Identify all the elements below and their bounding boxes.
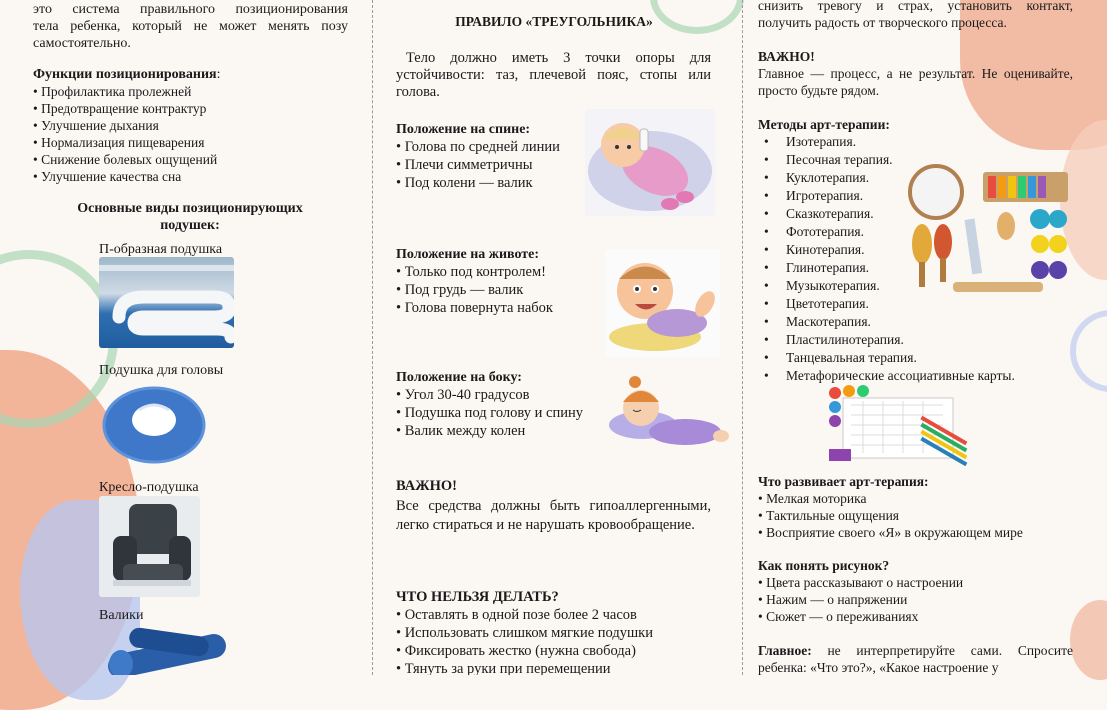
list-item: • Маскотерапия.	[758, 313, 1078, 331]
triangle-rule-intro: Тело должно иметь 3 точки опоры для устойчивости: таз, плечевой пояс, стопы или голова.	[396, 50, 711, 100]
drawing-list	[758, 574, 1088, 625]
column-art-therapy	[742, 0, 1107, 675]
baby-on-belly-image	[605, 249, 720, 357]
main-advice-label: Главное:	[758, 643, 812, 658]
list-item: • Плечи симметричны	[396, 156, 616, 174]
list-item: • Использовать слишком мягкие подушки	[396, 624, 726, 642]
list-item: • Голова по средней линии	[396, 138, 616, 156]
side-position-title: Положение на боку:	[396, 370, 522, 385]
drawing-block	[758, 557, 1088, 625]
musical-instruments-image	[908, 164, 1073, 300]
list-item: • Песочная терапия.	[758, 151, 1078, 169]
back-position-list	[396, 138, 616, 192]
list-item: • Снижение болевых ощущений	[33, 151, 353, 168]
list-item: • Валик между колен	[396, 422, 636, 440]
list-item: • Мелкая моторика	[758, 490, 1088, 507]
list-item: • Под грудь — валик	[396, 281, 616, 299]
functions-heading	[33, 66, 353, 83]
develops-block	[758, 473, 1088, 541]
pillows-title-line-2: подушек:	[160, 218, 220, 233]
column-triangle-rule	[372, 0, 741, 675]
list-item: • Метафорические ассоциативные карты.	[758, 367, 1078, 385]
rollers-image	[99, 624, 234, 675]
belly-position-block	[396, 246, 616, 317]
list-item: • Нормализация пищеварения	[33, 134, 353, 151]
dont-list	[396, 606, 726, 675]
intro-line-1: это система правильного позиционирования	[33, 2, 348, 17]
list-item: • Голова повернута набок	[396, 299, 616, 317]
belly-position-title: Положение на животе:	[396, 247, 540, 262]
pillows-title-line-1: Основные виды позиционирующих	[77, 201, 303, 216]
side-position-list	[396, 386, 636, 440]
u-shaped-pillow-image	[99, 257, 234, 348]
pillow-label-u-shaped: П-образная подушка	[99, 242, 223, 257]
baby-on-side-illustration	[603, 370, 731, 460]
head-pillow-image	[99, 380, 209, 465]
intro-line-3: самостоятельно.	[33, 36, 131, 51]
drawing-title: Как понять рисунок?	[758, 558, 890, 573]
list-item: • Предотвращение контрактур	[33, 100, 353, 117]
methods-title: Методы арт-терапии:	[758, 117, 890, 132]
list-item: • Под колени — валик	[396, 174, 616, 192]
side-position-block	[396, 369, 636, 440]
list-item: • Фиксировать жестко (нужна свобода)	[396, 642, 726, 660]
important-title-col3: ВАЖНО!	[758, 49, 815, 64]
pillow-label-head: Подушка для головы	[99, 363, 224, 378]
dont-title: ЧТО НЕЛЬЗЯ ДЕЛАТЬ?	[396, 589, 559, 605]
functions-block	[33, 66, 353, 185]
baby-on-belly-illustration	[605, 249, 720, 357]
functions-colon: :	[216, 67, 221, 82]
main-advice	[758, 642, 1073, 675]
list-item: • Цветотерапия.	[758, 295, 1078, 313]
list-item: • Улучшение качества сна	[33, 168, 353, 185]
baby-on-back-image	[585, 109, 715, 216]
list-item: • Глинотерапия.	[758, 259, 1078, 277]
develops-list	[758, 490, 1088, 541]
develops-title: Что развивает арт-терапия:	[758, 474, 929, 489]
column-positioning	[0, 0, 370, 675]
dont-block	[396, 589, 726, 675]
back-position-title: Положение на спине:	[396, 122, 531, 137]
chair-pillow-image	[99, 496, 200, 597]
list-item: • Сказкотерапия.	[758, 205, 1078, 223]
art-therapy-top-text: снизить тревогу и страх, установить контакт, получить радость от творческого процесса.	[758, 0, 1073, 30]
belly-position-list	[396, 263, 616, 317]
art-supplies-illustration	[823, 383, 973, 466]
back-position-block	[396, 121, 616, 192]
list-item: • Нажим — о напряжении	[758, 591, 1088, 608]
pillow-label-rollers: Валики	[99, 608, 144, 623]
musical-instruments-illustration	[908, 164, 1073, 300]
baby-on-back-illustration	[585, 109, 715, 216]
list-item: • Куклотерапия.	[758, 169, 1078, 187]
chair-pillow-icon	[99, 496, 200, 597]
list-item: • Оставлять в одной позе более 2 часов	[396, 606, 726, 624]
list-item: • Пластилинотерапия.	[758, 331, 1078, 349]
list-item: • Восприятие своего «Я» в окружающем мире	[758, 524, 1088, 541]
pillow-label-chair: Кресло-подушка	[99, 480, 199, 495]
u-pillow-icon	[99, 257, 234, 348]
art-supplies-image	[823, 383, 973, 466]
important-text-col2: Все средства должны быть гипоаллергенными, легко стираться и не нарушать кровообращение.	[396, 498, 711, 533]
intro-text	[33, 1, 348, 52]
list-item: • Цвета рассказывают о настроении	[758, 574, 1088, 591]
list-item: • Профилактика пролежней	[33, 83, 353, 100]
main-advice-text: не интерпретируйте сами. Спросите ребенка: «Что это?», «Какое настроение у	[758, 643, 1073, 675]
list-item: • Только под контролем!	[396, 263, 616, 281]
intro-line-2: тела ребенка, который не может менять позу	[33, 19, 348, 34]
baby-on-side-image	[603, 370, 731, 460]
list-item: • Музыкотерапия.	[758, 277, 1078, 295]
head-pillow-icon	[99, 380, 209, 465]
list-item: • Танцевальная терапия.	[758, 349, 1078, 367]
list-item: • Изотерапия.	[758, 133, 1078, 151]
list-item: • Угол 30-40 градусов	[396, 386, 636, 404]
list-item: • Тянуть за руки при перемещении	[396, 660, 726, 675]
list-item: • Тактильные ощущения	[758, 507, 1088, 524]
list-item: • Игротерапия.	[758, 187, 1078, 205]
functions-title: Функции позиционирования	[33, 67, 217, 82]
important-text-col3: Главное — процесс, а не результат. Не оценивайте, просто будьте рядом.	[758, 66, 1073, 98]
list-item: • Подушка под голову и спину	[396, 404, 636, 422]
list-item: • Улучшение дыхания	[33, 117, 353, 134]
triangle-rule-title: ПРАВИЛО «ТРЕУГОЛЬНИКА»	[455, 14, 653, 29]
list-item: • Фототерапия.	[758, 223, 1078, 241]
important-title-col2: ВАЖНО!	[396, 478, 457, 494]
rollers-icon	[99, 624, 234, 675]
functions-list	[33, 83, 353, 185]
pillows-heading	[40, 200, 340, 234]
list-item: • Кинотерапия.	[758, 241, 1078, 259]
list-item: • Сюжет — о переживаниях	[758, 608, 1088, 625]
